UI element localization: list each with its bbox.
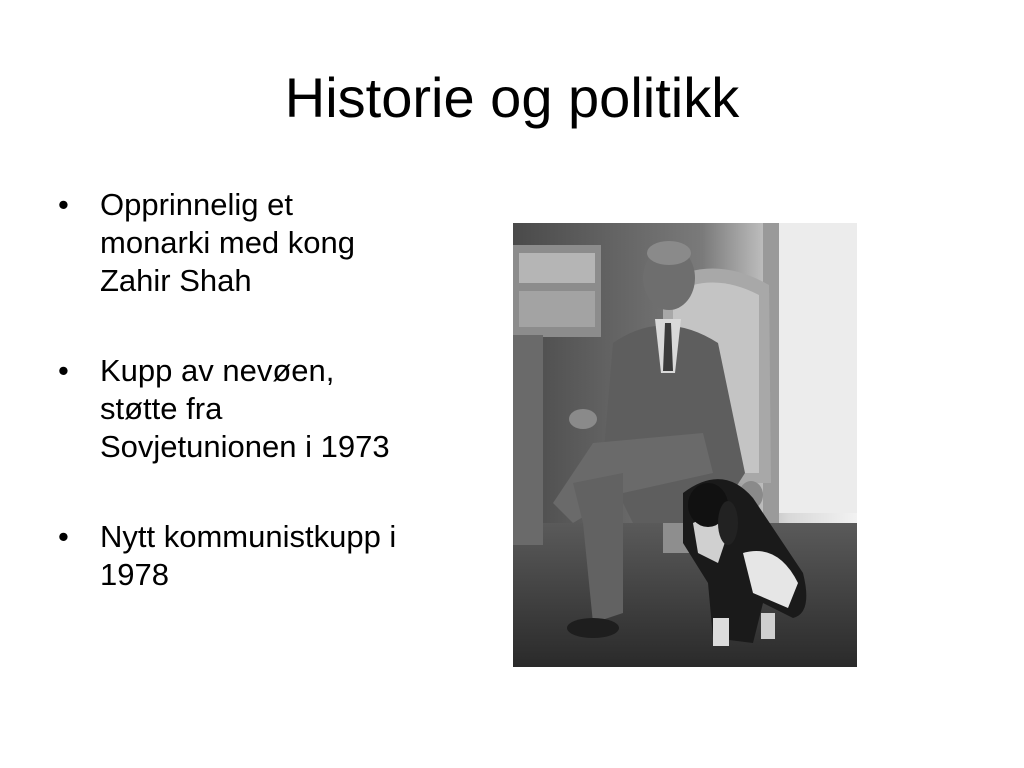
bullet-dot: •: [58, 353, 69, 388]
portrait-photo-illustration: [513, 223, 857, 667]
slide-title: Historie og politikk: [284, 66, 740, 129]
bullet-list: [58, 186, 498, 646]
bullet-text: Nytt kommunistkupp i 1978: [100, 519, 397, 592]
bullet-text: Opprinnelig et monarki med kong Zahir Shah: [100, 187, 356, 298]
bullet-item: [58, 352, 498, 466]
bullet-item: [58, 518, 498, 594]
bullet-item: [58, 186, 498, 300]
portrait-photo: [513, 223, 857, 667]
bullet-dot: •: [58, 187, 69, 222]
bullet-dot: •: [58, 519, 69, 554]
bullet-text: Kupp av nevøen, støtte fra Sovjetunionen i 1973: [100, 353, 390, 464]
